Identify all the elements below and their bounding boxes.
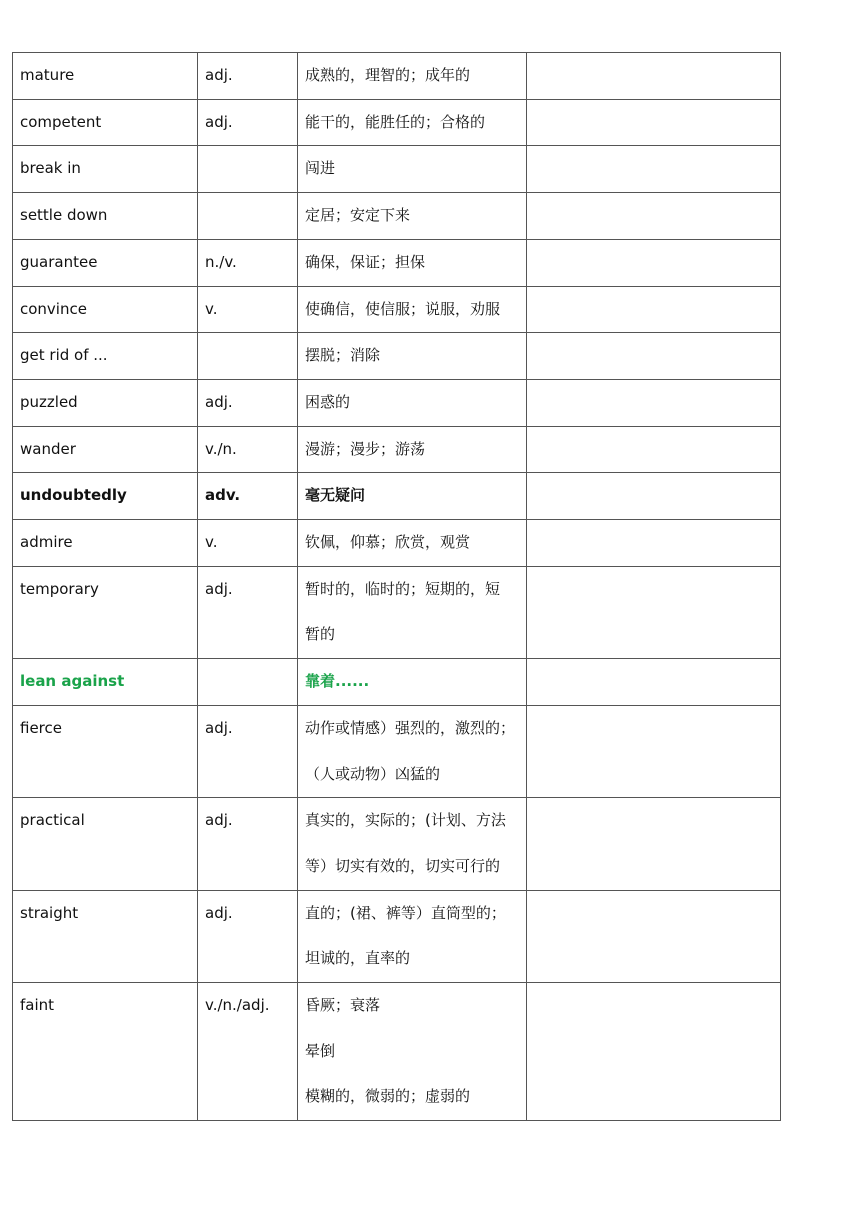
part-of-speech-cell: v. — [198, 520, 298, 567]
meaning-cell — [298, 659, 527, 706]
word-cell: get rid of ... — [13, 333, 198, 380]
table-row — [13, 333, 781, 380]
word-cell: guarantee — [13, 239, 198, 286]
note-cell — [527, 99, 781, 146]
note-cell — [527, 659, 781, 706]
meaning-cell — [298, 379, 527, 426]
meaning-line: 昏厥；衰落 — [305, 996, 381, 1015]
meaning-line: 闯进 — [305, 159, 336, 178]
table-row — [13, 520, 781, 567]
vocabulary-table — [12, 52, 781, 1121]
meaning-cell — [298, 520, 527, 567]
meaning-cell — [298, 99, 527, 146]
meaning-line: 钦佩，仰慕；欣赏，观赏 — [305, 533, 471, 552]
note-cell — [527, 798, 781, 890]
meaning-cell — [298, 239, 527, 286]
table-row — [13, 286, 781, 333]
part-of-speech-cell: v./n. — [198, 426, 298, 473]
word-cell: lean against — [13, 659, 198, 706]
part-of-speech-cell — [198, 146, 298, 193]
word-cell: fierce — [13, 705, 198, 797]
meaning-line: 漫游；漫步；游荡 — [305, 439, 426, 458]
word-cell: mature — [13, 53, 198, 100]
word-cell: convince — [13, 286, 198, 333]
meaning-cell — [298, 53, 527, 100]
meaning-cell — [298, 286, 527, 333]
table-row — [13, 426, 781, 473]
table-row — [13, 798, 781, 890]
part-of-speech-cell: adj. — [198, 53, 298, 100]
table-row — [13, 193, 781, 240]
word-cell: practical — [13, 798, 198, 890]
part-of-speech-cell: adj. — [198, 99, 298, 146]
meaning-cell — [298, 333, 527, 380]
word-cell: temporary — [13, 566, 198, 658]
part-of-speech-cell: adj. — [198, 566, 298, 658]
vocabulary-table-body — [13, 53, 781, 1121]
word-cell: break in — [13, 146, 198, 193]
word-cell: settle down — [13, 193, 198, 240]
meaning-line: 确保，保证；担保 — [305, 252, 426, 271]
word-cell: wander — [13, 426, 198, 473]
meaning-line: （人或动物）凶猛的 — [305, 764, 441, 783]
note-cell — [527, 890, 781, 982]
note-cell — [527, 239, 781, 286]
note-cell — [527, 379, 781, 426]
meaning-cell — [298, 705, 527, 797]
part-of-speech-cell: adj. — [198, 890, 298, 982]
part-of-speech-cell: v. — [198, 286, 298, 333]
note-cell — [527, 705, 781, 797]
note-cell — [527, 566, 781, 658]
part-of-speech-cell: adv. — [198, 473, 298, 520]
table-row — [13, 99, 781, 146]
table-row — [13, 146, 781, 193]
meaning-line: 困惑的 — [305, 392, 351, 411]
part-of-speech-cell: v./n./adj. — [198, 983, 298, 1121]
meaning-cell — [298, 798, 527, 890]
table-row — [13, 890, 781, 982]
word-cell: competent — [13, 99, 198, 146]
meaning-line: 靠着...... — [305, 672, 370, 691]
meaning-cell — [298, 193, 527, 240]
meaning-line: 使确信，使信服；说服，劝服 — [305, 299, 501, 318]
part-of-speech-cell: adj. — [198, 705, 298, 797]
meaning-line: 暂时的，临时的；短期的，短 — [305, 579, 501, 598]
table-row — [13, 473, 781, 520]
note-cell — [527, 473, 781, 520]
meaning-line: 晕倒 — [305, 1041, 336, 1060]
meaning-line: 模糊的，微弱的；虚弱的 — [305, 1087, 471, 1106]
note-cell — [527, 983, 781, 1121]
word-cell: puzzled — [13, 379, 198, 426]
meaning-line: 毫无疑问 — [305, 486, 366, 505]
part-of-speech-cell — [198, 659, 298, 706]
meaning-line: 等）切实有效的，切实可行的 — [305, 856, 501, 875]
meaning-line: 直的；(裙、裤等）直筒型的； — [305, 903, 506, 922]
meaning-cell — [298, 983, 527, 1121]
meaning-cell — [298, 473, 527, 520]
word-cell: admire — [13, 520, 198, 567]
note-cell — [527, 193, 781, 240]
table-row — [13, 239, 781, 286]
meaning-cell — [298, 566, 527, 658]
table-row — [13, 379, 781, 426]
meaning-line: 坦诚的，直率的 — [305, 949, 411, 968]
note-cell — [527, 53, 781, 100]
meaning-line: 暂的 — [305, 625, 336, 644]
note-cell — [527, 333, 781, 380]
table-row — [13, 705, 781, 797]
part-of-speech-cell — [198, 333, 298, 380]
meaning-line: 成熟的，理智的；成年的 — [305, 66, 471, 84]
meaning-line: 动作或情感）强烈的，激烈的； — [305, 718, 516, 737]
word-cell: straight — [13, 890, 198, 982]
table-row — [13, 659, 781, 706]
note-cell — [527, 426, 781, 473]
word-cell: undoubtedly — [13, 473, 198, 520]
word-cell: faint — [13, 983, 198, 1121]
meaning-line: 真实的，实际的；(计划、方法 — [305, 811, 506, 830]
table-row — [13, 566, 781, 658]
meaning-line: 摆脱；消除 — [305, 346, 381, 365]
part-of-speech-cell — [198, 193, 298, 240]
note-cell — [527, 146, 781, 193]
table-row — [13, 53, 781, 100]
meaning-cell — [298, 890, 527, 982]
note-cell — [527, 520, 781, 567]
meaning-cell — [298, 426, 527, 473]
note-cell — [527, 286, 781, 333]
meaning-line: 定居；安定下来 — [305, 206, 411, 225]
part-of-speech-cell: adj. — [198, 379, 298, 426]
part-of-speech-cell: n./v. — [198, 239, 298, 286]
table-row — [13, 983, 781, 1121]
meaning-cell — [298, 146, 527, 193]
meaning-line: 能干的，能胜任的；合格的 — [305, 112, 486, 131]
part-of-speech-cell: adj. — [198, 798, 298, 890]
